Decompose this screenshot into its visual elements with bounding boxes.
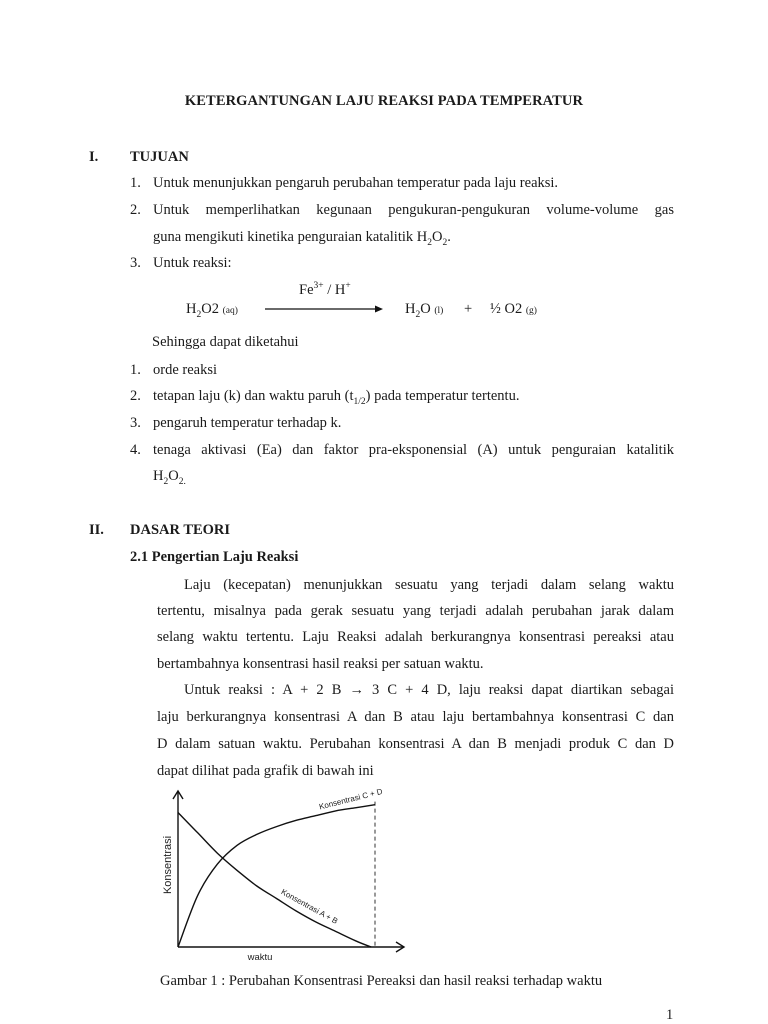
concentration-time-chart: [150, 780, 420, 970]
paragraph-1-line-1: Laju (kecepatan) menunjukkan sesuatu yang terjadi dalam selang waktu: [184, 577, 674, 593]
reaction-arrow-head: [375, 306, 383, 313]
section-2-numeral: II.: [89, 522, 104, 538]
reaction-plus: +: [464, 301, 473, 317]
paragraph-2-line-2: laju berkurangnya konsentrasi A dan B atau laju bertambahnya konsentrasi C dan: [157, 709, 674, 725]
page-number: 1: [666, 1007, 674, 1023]
subscript: 2: [163, 476, 169, 487]
outcome-4-text-line1: tenaga aktivasi (Ea) dan faktor pra-eksponensial (A) untuk penguraian katalitik: [153, 442, 674, 458]
y-axis-label: Konsentrasi: [162, 835, 174, 895]
section-1-heading: TUJUAN: [130, 149, 189, 165]
text-fragment: O: [431, 229, 443, 245]
text-fragment: O2: [201, 301, 219, 317]
series-label-ab: Konsentrasi A + B: [279, 887, 340, 926]
chart-axes: [173, 791, 404, 952]
text-fragment: guna mengikuti kinetika penguraian katalitik H: [153, 229, 428, 245]
outcome-3-number: 3.: [130, 415, 141, 431]
objective-2-text-line1: Untuk memperlihatkan kegunaan pengukuran-pengukuran volume-volume gas: [153, 202, 674, 218]
subsection-heading: 2.1 Pengertian Laju Reaksi: [130, 549, 299, 565]
paragraph-2-line-4: dapat dilihat pada grafik di bawah ini: [157, 763, 374, 779]
text-fragment: tetapan laju (k) dan waktu paruh (t: [153, 388, 354, 404]
objective-3-text: Untuk reaksi:: [153, 255, 232, 271]
text-fragment: .: [447, 229, 451, 245]
subscript: 2.: [178, 476, 186, 487]
x-axis-label: waktu: [247, 952, 273, 963]
text-fragment: H: [405, 301, 416, 317]
objective-2-number: 2.: [130, 202, 141, 218]
subscript: 1/2: [353, 396, 366, 407]
text-fragment: Fe: [299, 282, 314, 298]
reaction-arrow: [265, 302, 385, 316]
outcome-4-number: 4.: [130, 442, 141, 458]
text-fragment: ) pada temperatur tertentu.: [365, 388, 520, 404]
superscript: 3+: [313, 281, 324, 292]
state-label: (l): [434, 306, 444, 316]
document-title: KETERGANTUNGAN LAJU REAKSI PADA TEMPERATUR: [184, 93, 584, 109]
paragraph-1-line-2: tertentu, misalnya pada gerak sesuatu yang terjadi adalah perubahan jarak dalam: [157, 603, 674, 619]
objective-3-number: 3.: [130, 255, 141, 271]
paragraph-1-line-3: selang waktu tertentu. Laju Reaksi adalah berkurangnya konsentrasi pereaksi atau: [157, 629, 674, 645]
paragraph-2-equation-line: Untuk reaksi : A + 2 B → 3 C + 4 D, laju reaksi dapat diartikan sebagai: [184, 682, 674, 698]
subscript: 2: [427, 237, 432, 248]
section-2-heading: DASAR TEORI: [130, 522, 231, 538]
subscript: 2: [196, 309, 202, 320]
text-fragment: O: [168, 468, 179, 484]
superscript: +: [345, 281, 351, 292]
outcomes-intro: Sehingga dapat diketahui: [152, 334, 299, 350]
objective-1-number: 1.: [130, 175, 141, 191]
text-fragment: O: [420, 301, 431, 317]
state-label: (aq): [222, 306, 238, 316]
series-label-cd: Konsentrasi C + D: [318, 786, 384, 812]
outcome-2-text: [153, 387, 519, 405]
subscript: 2: [415, 309, 421, 320]
reaction-product-1: [405, 300, 443, 320]
series-line-cd: [178, 805, 375, 947]
text-fragment: H: [186, 301, 197, 317]
section-1-numeral: I.: [89, 149, 99, 165]
outcome-3-text: pengaruh temperatur terhadap k.: [153, 415, 342, 431]
outcome-1-text: orde reaksi: [153, 362, 218, 378]
figure-caption: Gambar 1 : Perubahan Konsentrasi Pereaksi dan hasil reaksi terhadap waktu: [160, 973, 603, 989]
reaction-reactant: [186, 300, 238, 320]
outcome-2-number: 2.: [130, 388, 141, 404]
reaction-catalyst: [299, 281, 351, 299]
reaction-product-2: [490, 300, 537, 320]
text-fragment: H: [153, 468, 164, 484]
subscript: 2: [442, 237, 448, 248]
paragraph-1-line-4: bertambahnya konsentrasi hasil reaksi per satuan waktu.: [157, 656, 484, 672]
outcome-1-number: 1.: [130, 362, 141, 378]
text-fragment: / H: [323, 282, 346, 298]
outcome-4-text-line2: [153, 467, 186, 485]
paragraph-2-line-3: D dalam satuan waktu. Perubahan konsentrasi A dan B menjadi produk C dan D: [157, 736, 674, 752]
text-fragment: ½ O2: [490, 301, 523, 317]
state-label: (g): [525, 306, 537, 316]
objective-2-text-line2: [153, 228, 451, 246]
objective-1-text: Untuk menunjukkan pengaruh perubahan temperatur pada laju reaksi.: [153, 175, 559, 191]
